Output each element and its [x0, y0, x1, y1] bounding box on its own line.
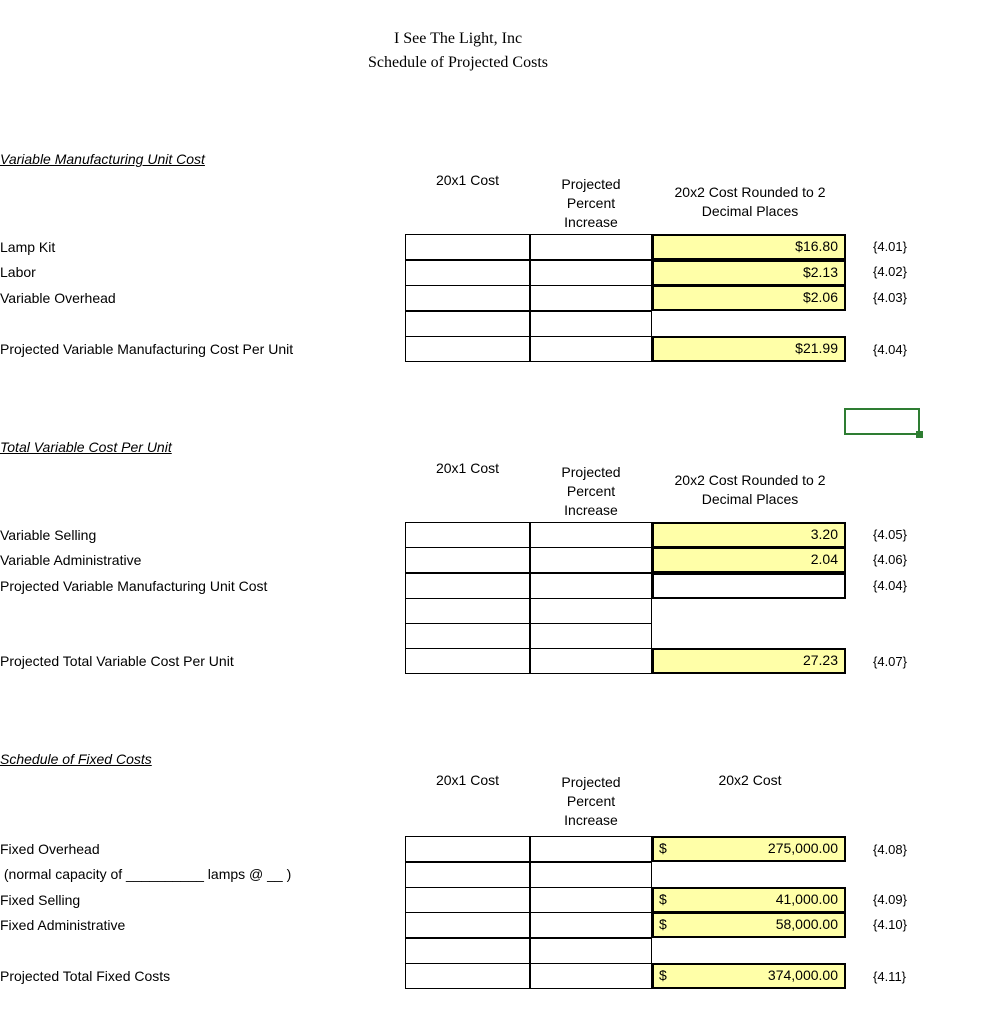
value-cell-var-mfg-unit[interactable]	[652, 573, 846, 599]
input-cell-pct-fixed-overhead[interactable]	[530, 836, 652, 862]
col-header-projected-percent-2: Projected Percent Increase	[561, 464, 621, 518]
ref-4-04-b: {4.04}	[873, 578, 907, 593]
input-cell-20x1-blank[interactable]	[405, 311, 530, 337]
input-cell-pct-total[interactable]	[530, 336, 652, 362]
section1-title: Variable Manufacturing Unit Cost	[0, 151, 205, 167]
ref-4-02: {4.02}	[873, 264, 907, 279]
row-label-variable-overhead: Variable Overhead	[0, 290, 116, 306]
value-fixed-overhead: 275,000.00	[767, 840, 838, 856]
input-cell-20x1-fixed-overhead[interactable]	[405, 836, 530, 862]
currency-symbol: $	[659, 891, 667, 907]
input-cell-pct-variable-admin[interactable]	[530, 547, 652, 573]
col-header-projected-percent-3: Projected Percent Increase	[561, 774, 621, 828]
row-label-projected-var-mfg-cost: Projected Variable Manufacturing Cost Per Unit	[0, 341, 294, 357]
ref-4-05: {4.05}	[873, 527, 907, 542]
row-label-projected-var-mfg-unit-cost: Projected Variable Manufacturing Unit Cost	[0, 578, 268, 594]
row-label-labor: Labor	[0, 264, 36, 280]
row-label-fixed-overhead: Fixed Overhead	[0, 841, 100, 857]
input-cell-pct-lamp-kit[interactable]	[530, 234, 652, 260]
input-cell-pct-fixed-selling[interactable]	[530, 887, 652, 913]
input-cell-20x1-blank-2b[interactable]	[405, 623, 530, 649]
section3-title: Schedule of Fixed Costs	[0, 751, 152, 767]
input-cell-20x1-blank-2a[interactable]	[405, 598, 530, 624]
value-cell-total-fixed[interactable]	[652, 963, 846, 989]
input-cell-pct-variable-overhead[interactable]	[530, 285, 652, 311]
ref-4-03: {4.03}	[873, 290, 907, 305]
value-total-var: 27.23	[802, 652, 838, 668]
currency-symbol: $	[659, 840, 667, 856]
col-header-20x1-cost-3: 20x1 Cost	[435, 772, 500, 788]
input-cell-20x1-blank-3[interactable]	[405, 938, 530, 964]
input-cell-20x1-normal-capacity[interactable]	[405, 862, 530, 888]
ref-4-01: {4.01}	[873, 239, 907, 254]
col-header-20x2-rounded-2: 20x2 Cost Rounded to 2 Decimal Places	[674, 472, 826, 507]
input-cell-20x1-variable-admin[interactable]	[405, 547, 530, 573]
col-header-20x1-cost-2: 20x1 Cost	[435, 460, 500, 476]
currency-symbol: $	[659, 967, 667, 983]
input-cell-pct-total-fixed[interactable]	[530, 963, 652, 989]
value-lamp-kit: $16.80	[795, 238, 838, 254]
row-label-fixed-selling: Fixed Selling	[0, 892, 81, 908]
row-label-normal-capacity: (normal capacity of __________ lamps @ __ )	[0, 866, 292, 882]
col-header-projected-percent: Projected Percent Increase	[561, 176, 621, 230]
value-projected-var-mfg-cost: $21.99	[795, 340, 838, 356]
input-cell-pct-normal-capacity[interactable]	[530, 862, 652, 888]
value-cell-lamp-kit[interactable]	[652, 234, 846, 260]
row-label-lamp-kit: Lamp Kit	[0, 239, 56, 255]
col-header-20x1-cost: 20x1 Cost	[435, 172, 500, 188]
value-cell-fixed-selling[interactable]	[652, 887, 846, 913]
input-cell-20x1-fixed-selling[interactable]	[405, 887, 530, 913]
value-variable-selling: 3.20	[810, 526, 838, 542]
ref-4-11: {4.11}	[873, 969, 907, 984]
value-fixed-admin: 58,000.00	[775, 916, 838, 932]
value-cell-fixed-overhead[interactable]	[652, 836, 846, 862]
input-cell-pct-blank-2a[interactable]	[530, 598, 652, 624]
input-cell-20x1-variable-selling[interactable]	[405, 522, 530, 548]
value-cell-variable-admin[interactable]	[652, 547, 846, 573]
row-label-projected-total-fixed: Projected Total Fixed Costs	[0, 968, 171, 984]
input-cell-20x1-variable-overhead[interactable]	[405, 285, 530, 311]
ref-4-10: {4.10}	[873, 917, 907, 932]
currency-symbol: $	[659, 916, 667, 932]
ref-4-09: {4.09}	[873, 892, 907, 907]
value-cell-labor[interactable]	[652, 260, 846, 286]
ref-4-08: {4.08}	[873, 842, 907, 857]
value-variable-overhead: $2.06	[802, 289, 838, 305]
input-cell-20x1-var-mfg-unit[interactable]	[405, 573, 530, 599]
value-variable-admin: 2.04	[810, 551, 838, 567]
ref-4-07: {4.07}	[873, 654, 907, 669]
input-cell-pct-fixed-admin[interactable]	[530, 912, 652, 938]
input-cell-pct-blank-2b[interactable]	[530, 623, 652, 649]
row-label-variable-selling: Variable Selling	[0, 527, 97, 543]
value-cell-fixed-admin[interactable]	[652, 912, 846, 938]
input-cell-pct-total-var[interactable]	[530, 648, 652, 674]
ref-4-04: {4.04}	[873, 342, 907, 357]
input-cell-pct-variable-selling[interactable]	[530, 522, 652, 548]
value-fixed-selling: 41,000.00	[775, 891, 838, 907]
value-total-fixed: 374,000.00	[767, 967, 838, 983]
ref-4-06: {4.06}	[873, 552, 907, 567]
col-header-20x2-cost: 20x2 Cost	[718, 772, 782, 788]
col-header-20x2-rounded: 20x2 Cost Rounded to 2 Decimal Places	[674, 184, 826, 219]
input-cell-20x1-total[interactable]	[405, 336, 530, 362]
input-cell-20x1-total-var[interactable]	[405, 648, 530, 674]
input-cell-20x1-total-fixed[interactable]	[405, 963, 530, 989]
company-title: I See The Light, Inc	[393, 30, 523, 47]
input-cell-pct-blank-3[interactable]	[530, 938, 652, 964]
input-cell-20x1-lamp-kit[interactable]	[405, 234, 530, 260]
value-labor: $2.13	[802, 264, 838, 280]
value-cell-total-var[interactable]	[652, 648, 846, 674]
row-label-fixed-administrative: Fixed Administrative	[0, 917, 126, 933]
row-label-projected-total-var-cost: Projected Total Variable Cost Per Unit	[0, 653, 234, 669]
page-subtitle: Schedule of Projected Costs	[368, 54, 548, 71]
input-cell-pct-labor[interactable]	[530, 260, 652, 286]
section2-title: Total Variable Cost Per Unit	[0, 439, 172, 455]
value-cell-variable-overhead[interactable]	[652, 285, 846, 311]
input-cell-pct-var-mfg-unit[interactable]	[530, 573, 652, 599]
value-cell-variable-selling[interactable]	[652, 522, 846, 548]
input-cell-20x1-fixed-admin[interactable]	[405, 912, 530, 938]
selected-cell[interactable]	[844, 408, 920, 435]
value-cell-projected-var-mfg-cost[interactable]	[652, 336, 846, 362]
fill-handle[interactable]	[916, 431, 923, 438]
input-cell-20x1-labor[interactable]	[405, 260, 530, 286]
input-cell-pct-blank[interactable]	[530, 311, 652, 337]
row-label-variable-administrative: Variable Administrative	[0, 552, 142, 568]
